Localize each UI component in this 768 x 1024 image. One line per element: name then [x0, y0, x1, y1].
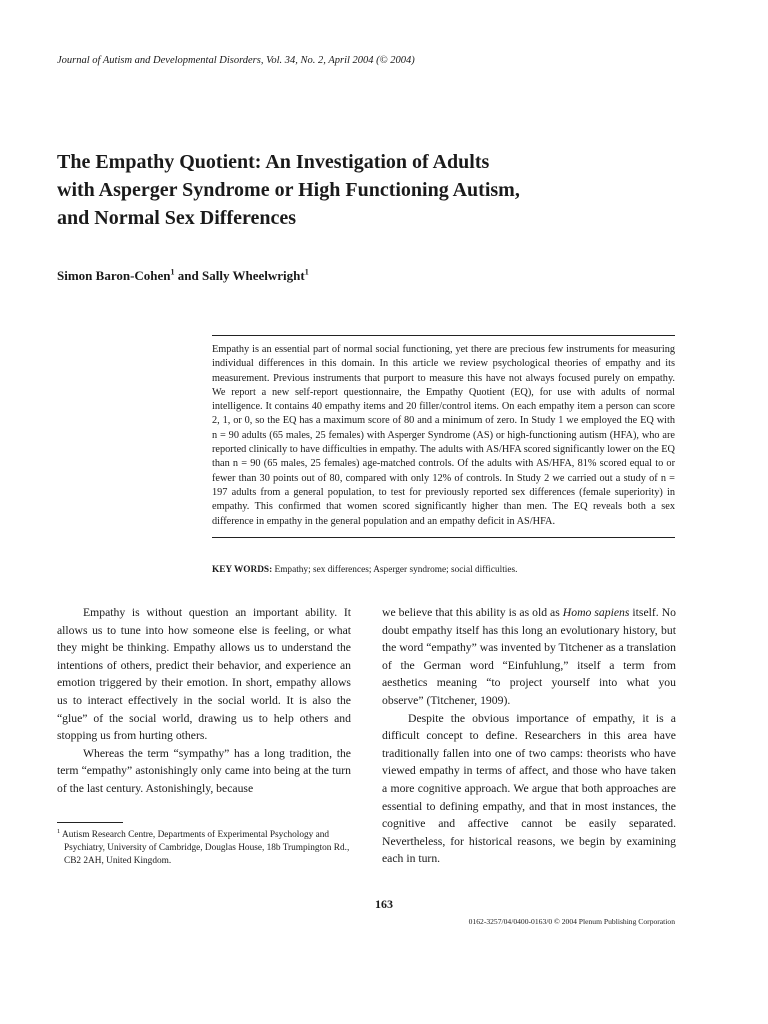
title-line: and Normal Sex Differences [57, 207, 297, 229]
page-number: 163 [375, 897, 393, 911]
author-list [57, 268, 557, 284]
affiliation-marker: 1 [170, 267, 175, 277]
footnote-divider [57, 822, 123, 823]
title-line: The Empathy Quotient: An Investigation of Adults [57, 151, 490, 173]
author-name: Simon Baron-Cohen [57, 268, 171, 283]
footnote-row [57, 829, 357, 868]
author-name: Sally Wheelwright [202, 268, 305, 283]
footnote [57, 829, 357, 868]
keywords [212, 565, 675, 575]
body-text: we believe that this ability is as old as [382, 606, 563, 619]
body-text: itself. No doubt empathy itself has this long an evolutionary history, but the word “empathy” was invented by Titchener as a translation of the German word “Einfuhlung,” itself a term from aesthetics meaning “to project yourself into what you observe” (Titchener, 1909). [382, 606, 676, 707]
keywords-label: KEY WORDS: [212, 565, 273, 575]
body-column-right [382, 604, 676, 868]
body-paragraph: Empathy is without question an important ability. It allows us to tune into how someone else is feeling, or what they might be thinking. Empathy allows us to understand the intentions of others, predict their behavior, and experience an emotion triggered by their emotion. In short, empathy allows us to interact effectively in the social world. It is also the “glue” of the social world, drawing us to help others and stopping us from hurting others. [57, 606, 351, 743]
title-line: with Asperger Syndrome or High Functioning Autism, [57, 179, 520, 201]
footnote-marker: 1 [57, 827, 61, 835]
footnote-text: Autism Research Centre, Departments of Experimental Psychology and Psychiatry, University of Cambridge, Douglas House, 18b Trumpington Rd., CB2 2AH, United Kingdom. [60, 830, 350, 866]
species-name: Homo sapiens [562, 606, 630, 619]
affiliation-marker: 1 [304, 267, 309, 277]
keywords-text: Empathy; sex differences; Asperger syndrome; social difficulties. [272, 565, 518, 575]
body-paragraph: Whereas the term “sympathy” has a long tradition, the term “empathy” astonishingly only came into being at the turn of the last century. Astonishingly, because [57, 746, 351, 795]
abstract: Empathy is an essential part of normal social functioning, yet there are precious few instruments for measuring individual differences in this domain. In this article we review psychological theories of empathy and its measurement. Previous instruments that purport to measure this have not always focused purely on empathy. We report a new self-report questionnaire, the Empathy Quotient (EQ), for use with adults of normal intelligence. It contains 40 empathy items and 20 filler/control items. On each empathy item a person can score 2, 1, or 0, so the EQ has a maximum score of 80 and a minimum of zero. In Study 1 we employed the EQ with n = 90 adults (65 males, 25 females) with Asperger Syndrome (AS) or high-functioning autism (HFA), who are reported clinically to have difficulties in empathy. The adults with AS/HFA scored significantly lower on the EQ than n = 90 (65 males, 25 females) age-matched controls. Of the adults with AS/HFA, 81% scored equal to or fewer than 30 points out of 80, compared with only 12% of controls. In Study 2 we carried out a study of n = 197 adults from a general population, to test for previously reported sex differences (female superiority) in empathy. This confirmed that women scored significantly higher than men. The EQ reveals both a sex difference in empathy in the general population and an empathy deficit in AS/HFA. [212, 335, 675, 538]
author-conjunction: and [174, 268, 203, 283]
body-column-left [57, 604, 351, 798]
article-title [57, 148, 697, 232]
copyright-line: 0162-3257/04/0400-0163/0 © 2004 Plenum Publishing Corporation [468, 917, 675, 926]
body-paragraph [382, 604, 676, 710]
body-paragraph: Despite the obvious importance of empathy, it is a difficult concept to define. Researchers in this area have traditionally fallen into one of two camps: theorists who have viewed empathy in terms of affect, and those who have taken a more cognitive approach. We argue that both approaches are essential to defining empathy, and that in most instances, the cognitive and affective cannot be easily separated. Nevertheless, for historical reasons, we begin by examining each in turn. [382, 711, 676, 866]
journal-citation: Journal of Autism and Developmental Disorders, Vol. 34, No. 2, April 2004 (© 2004) [57, 55, 415, 66]
